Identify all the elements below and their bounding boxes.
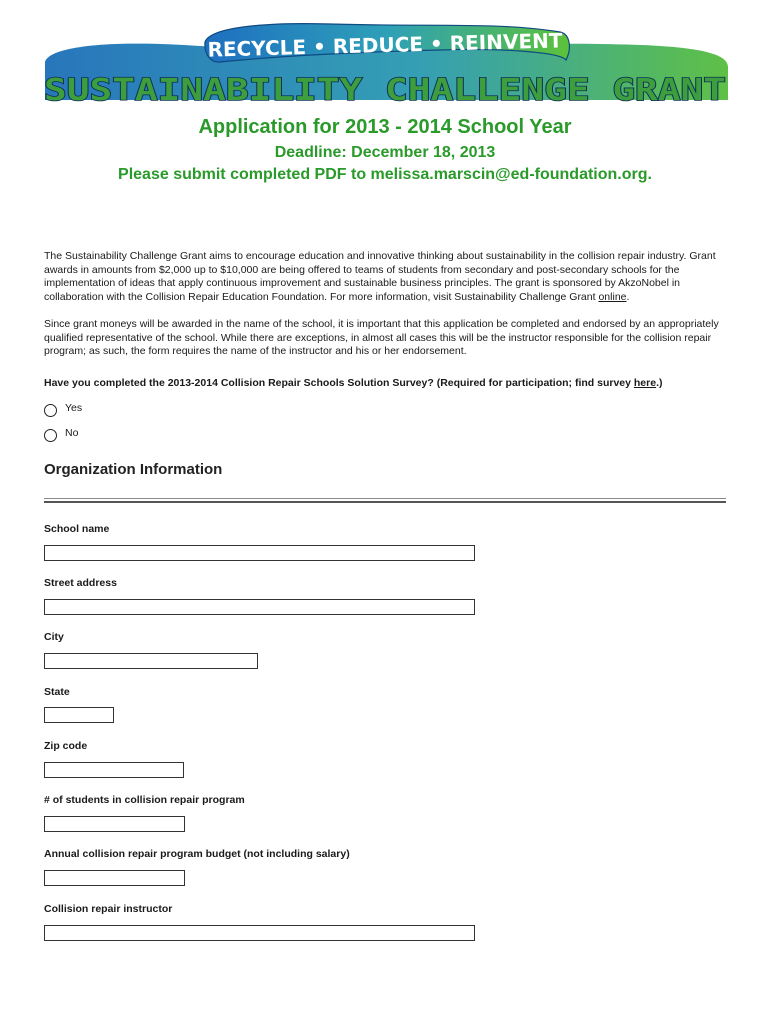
state-label: State (44, 686, 70, 698)
submit-instructions: Please submit completed PDF to melissa.marscin@ed-foundation.org. (118, 166, 652, 183)
zip-code-input[interactable] (44, 762, 184, 778)
organization-section-title: Organization Information (44, 461, 223, 478)
radio-no[interactable] (44, 429, 57, 442)
school-name-label: School name (44, 523, 110, 535)
radio-option-no[interactable] (44, 426, 79, 442)
banner-heading: SUSTAINABILITY CHALLENGE GRANT (44, 73, 726, 108)
city-label: City (44, 631, 64, 643)
instructor-input[interactable] (44, 925, 475, 941)
intro-paragraph-2: Since grant moneys will be awarded in the name of the school, it is important that this application be completed and endorsed by an appropriately qualified representative of the school. While there are exceptions, in almost all cases this will be the instructor responsible for the collision repair program; as such, the form requires the name of the instructor and his or her endorsement. (44, 318, 719, 358)
street-address-label: Street address (44, 577, 117, 589)
state-input[interactable] (44, 707, 114, 723)
program-budget-label: Annual collision repair program budget (not including salary) (44, 848, 350, 860)
radio-yes-label: Yes (65, 401, 83, 414)
students-count-input[interactable] (44, 816, 185, 832)
ribbon-text: RECYCLE • REDUCE • REINVENT (207, 28, 563, 62)
sustainability-banner-logo (0, 0, 770, 110)
school-name-input[interactable] (44, 545, 475, 561)
radio-yes[interactable] (44, 404, 57, 417)
radio-option-yes[interactable] (44, 401, 83, 417)
zip-code-label: Zip code (44, 740, 88, 752)
radio-no-label: No (65, 426, 79, 439)
application-title: Application for 2013 - 2014 School Year (198, 116, 572, 138)
section-divider-thick (44, 501, 726, 503)
students-count-label: # of students in collision repair program (44, 794, 245, 806)
section-divider (44, 498, 726, 499)
survey-here-link[interactable]: here (633, 377, 657, 389)
instructor-label: Collision repair instructor (44, 903, 173, 915)
online-link[interactable]: online (598, 290, 627, 303)
intro-paragraph-1: The Sustainability Challenge Grant aims to encourage education and innovative thinking about sustainability in the collision repair industry. Grant awards in amounts from $2,000 up to $10,000 are being offered to teams of students from secondary and post-secondary schools for the implementation of ideas that apply continuous improvement and sustainable business principles. The grant is sponsored by AkzoNobel in collaboration with the Collision Repair Education Foundation. For more information, visit Sustainability Challenge Grant online. (44, 250, 716, 303)
program-budget-input[interactable] (44, 870, 185, 886)
city-input[interactable] (44, 653, 258, 669)
street-address-input[interactable] (44, 599, 475, 615)
deadline-text: Deadline: December 18, 2013 (274, 144, 496, 161)
survey-question: Have you completed the 2013-2014 Collision Repair Schools Solution Survey? (Required for participation; find survey here.) (44, 377, 663, 389)
